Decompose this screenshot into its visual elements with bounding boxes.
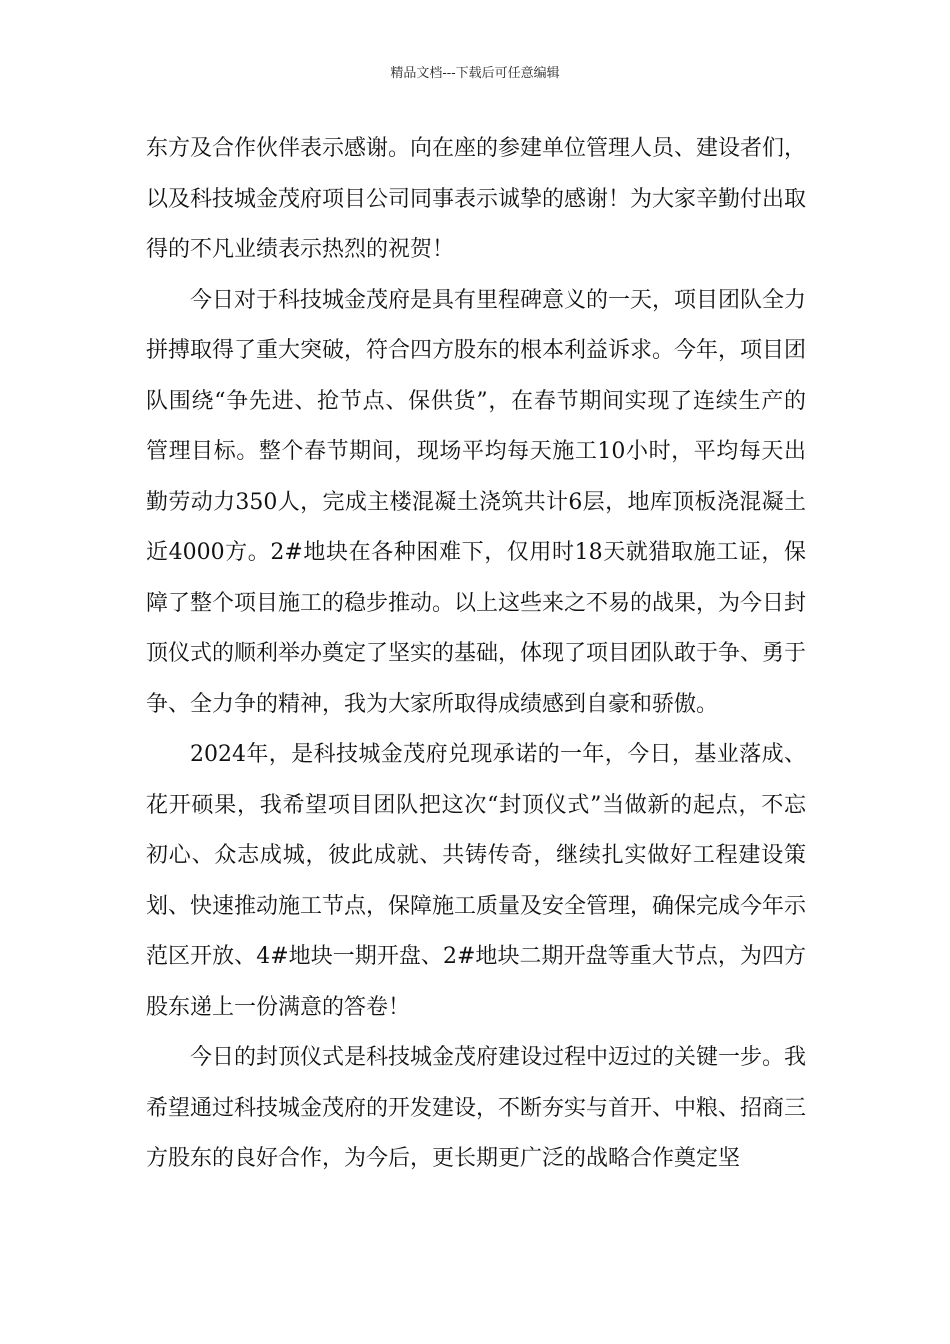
document-body xyxy=(146,124,806,1185)
paragraph-milestone: 今日对于科技城金茂府是具有里程碑意义的一天，项目团队全力拼搏取得了重大突破，符合四方股东的根本利益诉求。今年，项目团队围绕“争先进、抢节点、保供货”，在春节期间实现了连续生产的管理目标。整个春节期间，现场平均每天施工10小时，平均每天出勤劳动力350人，完成主楼混凝土浇筑共计6层，地库顶板浇混凝土近4000方。2#地块在各种困难下，仅用时18天就猎取施工证，保障了整个项目施工的稳步推动。以上这些来之不易的战果，为今日封顶仪式的顺利举办奠定了坚实的基础，体现了项目团队敢于争、勇于争、全力争的精神，我为大家所取得成绩感到自豪和骄傲。 xyxy=(146,287,807,717)
page-header: 精品文档---下载后可任意编辑 xyxy=(390,66,560,81)
paragraph-2024-goals: 2024年，是科技城金茂府兑现承诺的一年，今日，基业落成、花开硕果，我希望项目团队把这次“封顶仪式”当做新的起点，不忘初心、众志成城，彼此成就、共铸传奇，继续扎实做好工程建设策划、快速推动施工节点，保障施工质量及安全管理，确保完成今年示范区开放、4#地块一期开盘、2#地块二期开盘等重大节点，为四方股东递上一份满意的答卷！ xyxy=(146,742,807,1020)
paragraph-cooperation: 今日的封顶仪式是科技城金茂府建设过程中迈过的关键一步。我希望通过科技城金茂府的开发建设，不断夯实与首开、中粮、招商三方股东的良好合作，为今后，更长期更广泛的战略合作奠定坚 xyxy=(146,1045,807,1171)
paragraph-continuation: 东方及合作伙伴表示感谢。向在座的参建单位管理人员、建设者们，以及科技城金茂府项目公司同事表示诚挚的感谢！为大家辛勤付出取得的不凡业绩表示热烈的祝贺！ xyxy=(146,136,807,262)
